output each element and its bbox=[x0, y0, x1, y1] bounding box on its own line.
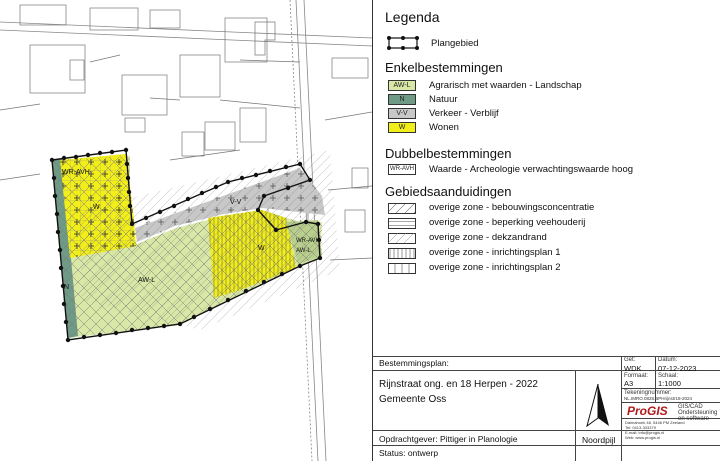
tekeningnummer-label: Tekeningnummer: bbox=[624, 390, 672, 396]
gebied-swatch-1 bbox=[388, 203, 416, 214]
logo-sub-2: Ondersteuning bbox=[678, 410, 718, 416]
gebied-label-4: overige zone - inrichtingsplan 1 bbox=[429, 247, 561, 258]
legend-title: Legenda bbox=[385, 9, 440, 25]
label-awl-small: AW-L bbox=[296, 248, 311, 254]
enkel-label-n: Natuur bbox=[429, 94, 458, 105]
logo-sub-3: en software bbox=[678, 416, 710, 422]
gemeente-name: Gemeente Oss bbox=[379, 394, 447, 405]
gebied-label-3: overige zone - dekzandrand bbox=[429, 232, 547, 243]
get-value: WDK bbox=[624, 364, 642, 373]
progis-logo: ProGIS bbox=[627, 404, 668, 418]
gebied-title: Gebiedsaanduidingen bbox=[385, 184, 512, 199]
gebied-label-5: overige zone - inrichtingsplan 2 bbox=[429, 262, 561, 273]
label-wr-avh-1: WR-AVH bbox=[62, 169, 90, 176]
enkel-title: Enkelbestemmingen bbox=[385, 60, 503, 75]
tekeningnummer-value: NL.IMRO.0828.BPHrijnstr18-2024 bbox=[624, 396, 693, 401]
enkel-label-vv: Verkeer - Verblijf bbox=[429, 108, 499, 119]
label-w-2: W bbox=[258, 245, 265, 252]
gebied-label-2: overige zone - beperking veehouderij bbox=[429, 217, 586, 228]
status: Status: ontwerp bbox=[379, 448, 439, 458]
label-n: N bbox=[64, 284, 70, 291]
noordpijl-label: Noordpijl bbox=[582, 435, 616, 445]
label-wr-avh-2: WR-AVH bbox=[296, 238, 320, 244]
enkel-label-awl: Agrarisch met waarden - Landschap bbox=[429, 80, 582, 91]
address-1: Dalmahoek 48, 5446 PM Zeeland bbox=[625, 420, 685, 425]
plangebied-swatch bbox=[387, 36, 419, 50]
datum-label: Datum: bbox=[658, 357, 678, 363]
address-3: E-mail: info@progis.nl bbox=[625, 430, 665, 435]
get-label: Get: bbox=[624, 357, 636, 363]
bestemmingsplan-label: Bestemmingsplan: bbox=[379, 358, 449, 368]
formaat-label: Formaat: bbox=[624, 373, 649, 379]
enkel-swatch-awl: AW-L bbox=[388, 80, 416, 91]
legend-panel bbox=[372, 0, 720, 461]
dubbel-label-wravh: Waarde - Archeologie verwachtingswaarde hoog bbox=[429, 164, 634, 175]
address-4: Web: www.progis.nl bbox=[625, 435, 661, 440]
north-arrow-icon bbox=[585, 382, 611, 430]
label-vv: V-V bbox=[230, 199, 242, 206]
formaat-value: A3 bbox=[624, 379, 634, 388]
enkel-label-w: Wonen bbox=[429, 122, 459, 133]
gebied-swatch-2 bbox=[388, 218, 416, 229]
opdrachtgever: Opdrachtgever: Pittiger in Planologie bbox=[379, 434, 518, 444]
dubbel-title: Dubbelbestemmingen bbox=[385, 146, 512, 161]
project-name: Rijnstraat ong. en 18 Herpen - 2022 bbox=[379, 379, 538, 390]
gebied-label-1: overige zone - bebouwingsconcentratie bbox=[429, 202, 595, 213]
schaal-label: Schaal: bbox=[658, 373, 679, 379]
enkel-swatch-vv: V-V bbox=[388, 108, 416, 119]
enkel-swatch-n: N bbox=[388, 94, 416, 105]
address-2: Tel: 0413-333379 bbox=[625, 425, 656, 430]
dubbel-swatch-wravh: WR-AVH bbox=[388, 164, 416, 175]
logo-sub-1: GIS/CAD bbox=[678, 404, 703, 410]
label-w-1: W bbox=[93, 204, 100, 211]
schaal-value: 1:1000 bbox=[658, 379, 681, 388]
gebied-swatch-5 bbox=[388, 263, 416, 274]
gebied-swatch-3 bbox=[388, 233, 416, 244]
plangebied-label: Plangebied bbox=[431, 38, 479, 49]
label-awl-main: AW-L bbox=[138, 277, 156, 284]
datum-value: 07-12-2023 bbox=[658, 364, 697, 373]
gebied-swatch-4 bbox=[388, 248, 416, 259]
enkel-swatch-w: W bbox=[388, 122, 416, 133]
